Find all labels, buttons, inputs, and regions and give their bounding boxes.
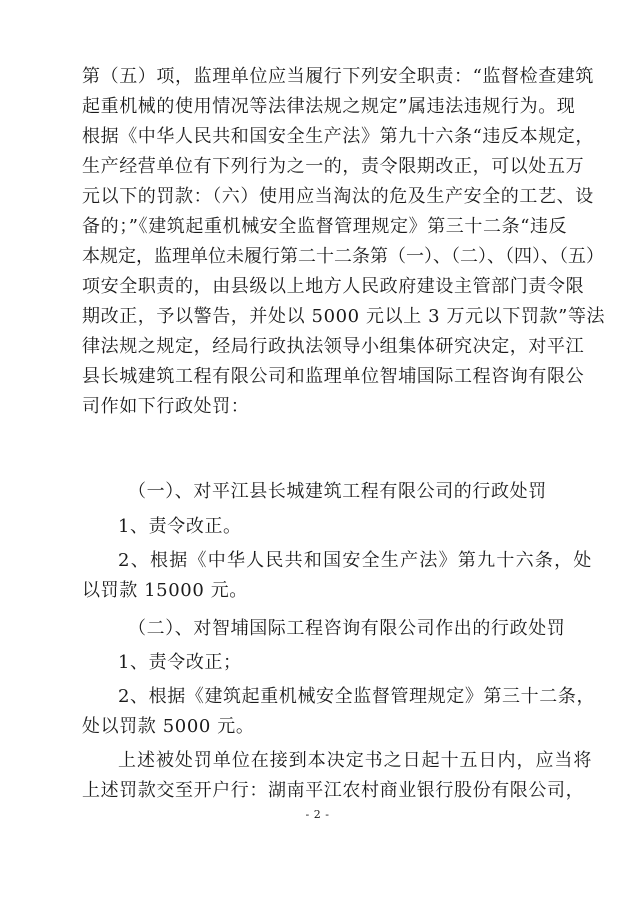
text-line: 律法规之规定，经局行政执法领导小组集体研究决定，对平江 (82, 336, 585, 357)
section1-item1: 1、责令改正。 (118, 516, 242, 537)
closing-line2: 上述罚款交至开户行：湖南平江农村商业银行股份有限公司， (82, 780, 585, 801)
section1-heading: （一）、对平江县长城建筑工程有限公司的行政处罚 (128, 481, 547, 502)
text-line: 备的；”《建筑起重机械安全监督管理规定》第三十二条“违反 (82, 216, 568, 237)
text-line: 生产经营单位有下列行为之一的，责令限期改正，可以处五万 (82, 156, 585, 177)
section2-item1: 1、责令改正； (118, 652, 242, 673)
section2-item2-line2: 处以罚款 5000 元。 (82, 716, 255, 737)
text-line: 根据《中华人民共和国安全生产法》第九十六条“违反本规定， (82, 126, 594, 147)
page-number: - 2 - (305, 808, 330, 821)
text-line: 元以下的罚款：（六）使用应当淘汰的危及生产安全的工艺、设 (82, 186, 594, 207)
text-line: 项安全职责的，由县级以上地方人民政府建设主管部门责令限 (82, 276, 585, 297)
section2-item2-line1: 2、根据《建筑起重机械安全监督管理规定》第三十二条， (118, 686, 596, 707)
section1-item2-line1: 2、根据《中华人民共和国安全生产法》第九十六条，处 (118, 550, 592, 571)
text-line: 第（五）项，监理单位应当履行下列安全职责：“监督检查建筑 (82, 66, 594, 87)
closing-line1: 上述被处罚单位在接到本决定书之日起十五日内，应当将 (118, 750, 592, 771)
paragraph-legal-basis (82, 62, 606, 422)
section1-item2-line2: 以罚款 15000 元。 (82, 580, 248, 601)
text-line: 起重机械的使用情况等法律法规之规定”属违法违规行为。现 (82, 96, 576, 117)
text-line: 司作如下行政处罚： (82, 396, 250, 417)
text-line: 期改正，予以警告，并处以 5000 元以上 3 万元以下罚款”等法 (82, 306, 606, 327)
section2-heading: （二）、对智埔国际工程咨询有限公司作出的行政处罚 (128, 618, 566, 639)
text-line: 本规定，监理单位未履行第二十二条第（一）、（二）、（四）、（五） (82, 246, 604, 267)
text-line: 县长城建筑工程有限公司和监理单位智埔国际工程咨询有限公 (82, 366, 585, 387)
